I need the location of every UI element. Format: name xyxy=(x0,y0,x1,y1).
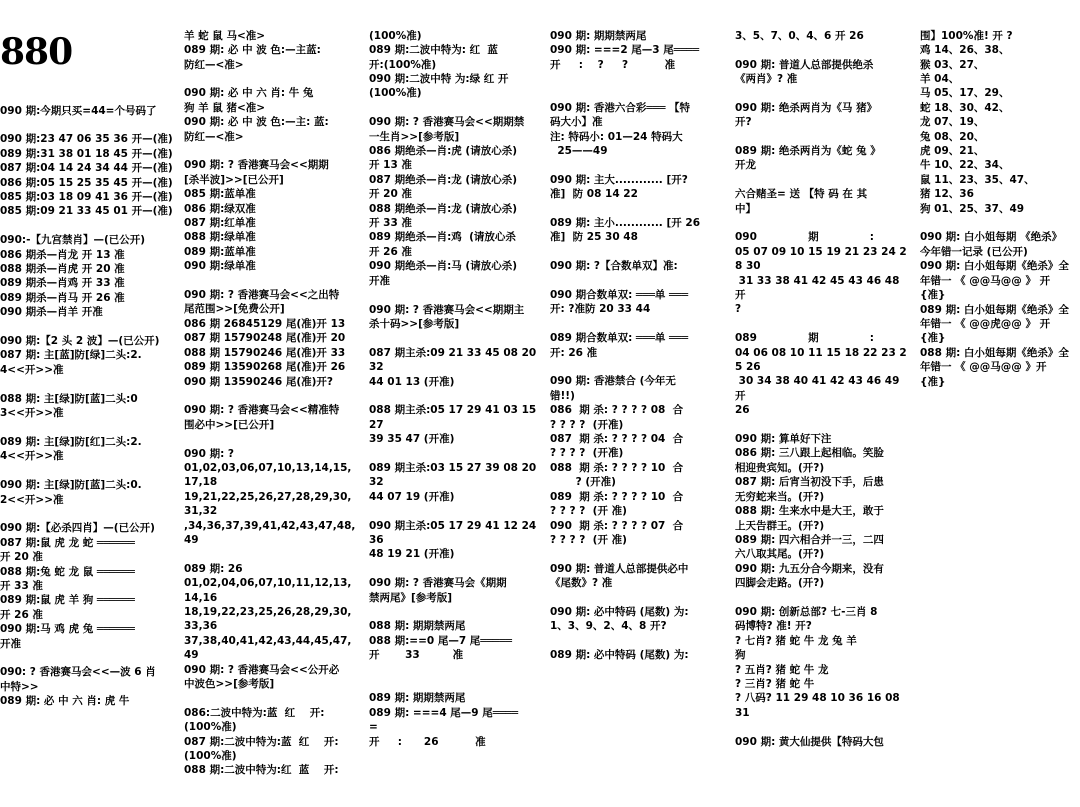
text-line: 089 期: 必 中 波 色:—主蓝: xyxy=(184,44,321,57)
text-line: 089 期主杀:03 15 27 39 08 20 32 xyxy=(369,461,540,489)
column-1 xyxy=(0,0,180,718)
text-line: 089 期: 白小姐每期《绝杀》全 xyxy=(920,303,1069,316)
text-line xyxy=(184,432,356,446)
text-line: (100%准) xyxy=(369,87,422,100)
text-line: 防红—<准> xyxy=(184,58,244,71)
text-line xyxy=(369,677,541,691)
text-line xyxy=(184,72,356,86)
text-line: 089 期: 必 中 六 肖: 虎 牛 xyxy=(0,695,130,708)
text-line xyxy=(369,389,541,403)
text-line xyxy=(550,591,722,605)
text-line: (100%准) xyxy=(369,29,422,42)
column-4 xyxy=(550,0,722,718)
text-line: (100%准) xyxy=(184,750,237,763)
text-line: 开 33 准 xyxy=(0,579,43,592)
text-line: 杀十码>>[参考版] xyxy=(369,317,460,330)
text-line: 087 期绝杀—肖:龙 (请放心杀) xyxy=(369,173,518,186)
text-line xyxy=(369,504,541,518)
text-line: 开 33 准 xyxy=(369,217,412,230)
text-line xyxy=(369,288,541,302)
text-line: 开: ?准防 20 33 44 xyxy=(550,303,651,316)
text-line: 090 期 杀: ? ? ? ? 07 合 xyxy=(550,519,684,532)
text-line: 086 期杀—肖龙 开 13 准 xyxy=(0,248,125,261)
text-line: 猪 12、36 xyxy=(920,188,974,201)
text-line: 今年错一记录 (已公开) xyxy=(920,245,1028,258)
text-line: 090 期: 香港禁合 (今年无 xyxy=(550,375,676,388)
text-line: 088 期 杀: ? ? ? ? 10 合 xyxy=(550,461,684,474)
text-line: 090 期: 创新总部? 七-三肖 8 xyxy=(735,605,878,618)
text-line: 羊 04、 xyxy=(920,73,960,86)
text-line: 01,02,04,06,07,10,11,12,13,14,16 xyxy=(184,577,352,604)
text-line: 089 期杀—肖鸡 开 33 准 xyxy=(0,277,125,290)
text-line: 088 期:绿单准 xyxy=(184,231,256,244)
text-line: 开:(100%准) xyxy=(369,58,437,71)
text-line xyxy=(550,72,722,86)
text-line xyxy=(550,274,722,288)
text-line: 090 期:绿单准 xyxy=(184,260,256,273)
text-line: 尾范围>>[免费公开] xyxy=(184,303,285,316)
text-line: {准} xyxy=(920,289,946,302)
text-line xyxy=(735,418,907,432)
text-line xyxy=(0,651,180,665)
text-line: 089 期 13590268 尾(准)开 26 xyxy=(184,361,346,374)
text-line xyxy=(735,216,907,230)
text-line: 围必中>>[已公开] xyxy=(184,418,275,431)
text-line: 090 期: 主大............ [开? xyxy=(550,173,688,186)
text-line: 089 期: 26 xyxy=(184,562,243,575)
text-line: 090 期: ?【合数单双】准: xyxy=(550,260,678,273)
text-line: 090 期: 主[绿]防[蓝]二头:0. xyxy=(0,479,142,492)
text-line: 090 期: 必 中 波 色:—主: 蓝: xyxy=(184,116,329,129)
text-line: 088 期:==0 尾—7 尾═════ xyxy=(369,634,512,647)
text-line: 088 期: 期期禁两尾 xyxy=(369,620,466,633)
text-line: 090 期: ? xyxy=(184,447,235,460)
text-line: 090 期: 黄大仙提供【特码大包 xyxy=(735,735,884,748)
text-line: ,34,36,37,39,41,42,43,47,48,49 xyxy=(184,519,356,546)
text-line: 090: ? 香港赛马会<<—波 6 肖 xyxy=(0,666,156,679)
column-2 xyxy=(184,0,356,777)
text-line: {准} xyxy=(920,332,946,345)
text-line: 089 期: 主小............ [开 26 xyxy=(550,217,701,230)
text-line: 090 期杀—肖羊 开准 xyxy=(0,306,103,319)
text-line: 六八取其尾。(开?) xyxy=(735,548,825,561)
text-line: 开准 xyxy=(0,637,21,650)
text-line: 085 期:蓝单准 xyxy=(184,188,256,201)
text-line: 090 期合数单双: ═══单 ═══ xyxy=(550,289,689,302)
text-line: 虎 09、21、 xyxy=(920,145,985,158)
text-line: 090 期: ? 香港赛马会<<之出特 xyxy=(184,289,340,302)
text-line: 31 33 38 41 42 45 43 46 48 开 xyxy=(735,274,915,302)
text-line: 年错一 《 @@虎@@ 》 开 xyxy=(920,317,1051,330)
text-line: 中】 xyxy=(735,202,756,215)
text-line: 089 期: 绝杀两肖为《蛇 兔 》 xyxy=(735,145,881,158)
text-line xyxy=(735,317,907,331)
text-line xyxy=(0,320,180,334)
text-line: 码博特? 准! 开? xyxy=(735,620,812,633)
text-line: ? ? ? ? (开准) xyxy=(550,447,624,460)
text-line: 089 期 杀: ? ? ? ? 10 合 xyxy=(550,490,684,503)
text-line xyxy=(369,101,541,115)
text-line: 错!!) xyxy=(550,389,575,402)
text-line: 牛 10、22、34、 xyxy=(920,159,1010,172)
text-line: ? ? ? ? (开准) xyxy=(550,418,624,431)
text-line: 086:二波中特为:蓝 红 开: xyxy=(184,706,325,719)
text-line xyxy=(550,360,722,374)
text-line: 087 期: 后宵当初没下手，后患 xyxy=(735,476,884,489)
text-line xyxy=(369,663,541,677)
text-line: 禁两尾》[参考版] xyxy=(369,591,453,604)
text-line: 090 期 13590246 尾(准)开? xyxy=(184,375,334,388)
text-line: 087 期 15790248 尾(准)开 20 xyxy=(184,332,346,345)
column-1-lines xyxy=(0,104,180,709)
text-line: 开准 xyxy=(369,274,390,287)
text-line: 089 期绝杀—肖:鸡 (请放心杀 xyxy=(369,231,516,244)
text-line: 31 xyxy=(735,706,750,719)
text-line: 089 期杀—肖马 开 26 准 xyxy=(0,291,125,304)
text-line: 开 26 准 xyxy=(369,245,412,258)
text-line: 090 期:23 47 06 35 36 开—(准) xyxy=(0,133,173,146)
text-line: 开 13 准 xyxy=(369,159,412,172)
text-line: 090 期: 绝杀两肖为《马 猪》 xyxy=(735,101,878,114)
text-line: 18,19,22,23,25,26,28,29,30,33,36 xyxy=(184,605,352,633)
text-line xyxy=(920,216,1080,230)
text-line xyxy=(550,86,722,100)
text-line: 090 期主杀:05 17 29 41 12 24 36 xyxy=(369,519,540,546)
text-line: 19,21,22,25,26,27,28,29,30,31,32 xyxy=(184,490,352,518)
text-line: 狗 羊 鼠 猪<准> xyxy=(184,101,266,114)
text-line: 注: 特码小: 01—24 特码大 xyxy=(550,130,683,143)
text-line: 3、5、7、0、4、6 开 26 xyxy=(735,29,864,42)
text-line: 090 期: ? 香港赛马会<<期期禁 xyxy=(369,116,525,129)
text-line: 090 期:今期只买=44=个号码了 xyxy=(0,104,157,117)
text-line: 39 35 47 (开准) xyxy=(369,433,455,446)
text-line: 088 期:二波中特为:红 蓝 开: xyxy=(184,764,339,777)
text-line: 090 期: ? 香港赛马会《期期 xyxy=(369,577,507,590)
text-line: 2<<开>>准 xyxy=(0,493,64,506)
text-line: 1、3、9、2、4、8 开? xyxy=(550,620,667,633)
text-line: 090 期 : xyxy=(735,231,874,244)
sheet-logo: 880 xyxy=(0,30,73,73)
column-2-lines xyxy=(184,29,356,778)
text-line xyxy=(369,331,541,345)
text-line: 088 期 15790246 尾(准)开 33 xyxy=(184,346,346,359)
text-line xyxy=(0,219,180,233)
text-line: 086 期:绿双准 xyxy=(184,202,256,215)
text-line: 087 期主杀:09 21 33 45 08 20 32 xyxy=(369,346,540,374)
text-line xyxy=(184,691,356,705)
text-line: [杀半波]>>[已公开] xyxy=(184,173,284,186)
text-line xyxy=(550,245,722,259)
text-line: 开 : ? ? 准 xyxy=(550,58,676,71)
text-line: 狗 01、25、37、49 xyxy=(920,202,1025,215)
text-line: 088 期: 生来水中是大王，敢于 xyxy=(735,505,884,518)
text-line: 089 期: ===4 尾—9 尾════ xyxy=(369,706,519,719)
text-line: 蛇 18、30、42、 xyxy=(920,101,1010,114)
text-line xyxy=(735,173,907,187)
text-line: 089 期: 必中特码 (尾数) 为: xyxy=(550,649,689,662)
text-line: 090 期: 算单好下注 xyxy=(735,433,832,446)
text-line: 04 06 08 10 11 15 18 22 23 25 26 xyxy=(735,346,907,374)
text-line: 087 期:04 14 24 34 44 开—(准) xyxy=(0,162,173,175)
text-line: 090 期: ? 香港赛马会<<精准特 xyxy=(184,404,340,417)
text-line: 一生肖>>[参考版] xyxy=(369,130,460,143)
text-line: 相迎贵宾知。(开?) xyxy=(735,461,825,474)
text-line: 090 期: ? 香港赛马会<<期期主 xyxy=(369,303,525,316)
text-line xyxy=(184,274,356,288)
text-line xyxy=(550,317,722,331)
text-line: 089 期: 主[绿]防[红]二头:2. xyxy=(0,435,142,448)
text-line: 087 期:二波中特为:蓝 红 开: xyxy=(184,735,339,748)
column-3 xyxy=(369,0,541,748)
text-line: 羊 蛇 鼠 马<准> xyxy=(184,29,266,42)
column-5 xyxy=(735,0,915,748)
text-line: 085 期:03 18 09 41 36 开—(准) xyxy=(0,191,173,204)
text-line: ? 三肖? 猪 蛇 牛 xyxy=(735,677,815,690)
text-line: 090 期: ===2 尾—3 尾════ xyxy=(550,44,700,57)
column-6-lines xyxy=(920,29,1080,389)
text-line: 26 xyxy=(735,404,750,417)
text-line: ? ? ? ? (开 准) xyxy=(550,505,627,518)
text-line: ? 七肖? 猪 蛇 牛 龙 兔 羊 xyxy=(735,634,857,647)
text-line: = xyxy=(369,721,378,734)
text-line: 围】100%准! 开 ? xyxy=(920,29,1013,42)
text-line: 码大小】准 xyxy=(550,116,603,129)
text-line: 中特>> xyxy=(0,680,39,693)
text-line xyxy=(0,118,180,132)
text-line: 准] 防 25 30 48 xyxy=(550,231,638,244)
text-line: 鼠 11、23、35、47、 xyxy=(920,173,1035,186)
column-4-lines xyxy=(550,29,722,663)
text-line: 086 期绝杀—肖:虎 (请放心杀) xyxy=(369,145,518,158)
text-line xyxy=(0,507,180,521)
text-line: 090 期: 九五分合今期来，没有 xyxy=(735,562,884,575)
text-line: 090 期绝杀—肖:马 (请放心杀) xyxy=(369,260,518,273)
text-line: 088 期:兔 蛇 龙 鼠 ══════ xyxy=(0,565,135,578)
text-line: 开龙 xyxy=(735,159,756,172)
text-line: 088 期杀—肖虎 开 20 准 xyxy=(0,263,125,276)
text-line: 3<<开>>准 xyxy=(0,407,64,420)
text-line: 开 20 准 xyxy=(0,551,43,564)
text-line: 《尾数》? 准 xyxy=(550,577,613,590)
text-line: 089 期 : xyxy=(735,332,874,345)
column-3-lines xyxy=(369,29,541,749)
column-6 xyxy=(920,0,1080,718)
text-line: 上天告群王。(开?) xyxy=(735,519,825,532)
text-line: ? (开准) xyxy=(550,476,616,489)
text-line: 开 26 准 xyxy=(0,608,43,621)
text-line xyxy=(550,547,722,561)
text-line: 龙 07、19、 xyxy=(920,116,985,129)
text-line: 085 期:09 21 33 45 01 开—(准) xyxy=(0,205,173,218)
text-line: 090 期: 普道人总部提供必中 xyxy=(550,562,689,575)
text-line: 087 期:鼠 虎 龙 蛇 ══════ xyxy=(0,536,135,549)
text-line: 090 期: 必 中 六 肖: 牛 兔 xyxy=(184,87,314,100)
text-line: 090 期: 期期禁两尾 xyxy=(550,29,647,42)
text-line: 090 期: ? 香港赛马会<<期期 xyxy=(184,159,329,172)
text-line xyxy=(735,130,907,144)
text-line: 鸡 14、26、38、 xyxy=(920,44,1010,57)
text-line xyxy=(735,86,907,100)
text-line: 087 期 杀: ? ? ? ? 04 合 xyxy=(550,433,684,446)
text-line: 089 期:31 38 01 18 45 开—(准) xyxy=(0,147,173,160)
text-line: 中波色>>[参考版] xyxy=(184,678,275,690)
text-line: 090 期: 白小姐每期 《绝杀》 xyxy=(920,231,1063,244)
text-line: 25——49 xyxy=(550,145,608,158)
text-line: 090 期:【必杀四肖】—(已公开) xyxy=(0,522,155,535)
text-line: 无穷蛇来当。(开?) xyxy=(735,490,825,503)
text-line: 30 34 38 40 41 42 43 46 49 开 xyxy=(735,375,915,402)
text-line: 089 期: 期期禁两尾 xyxy=(369,692,466,705)
text-line: 090 期:马 鸡 虎 兔 ══════ xyxy=(0,623,135,636)
text-line: 090:-【九宫禁肖】—(已公开) xyxy=(0,234,146,247)
text-line: 开 20 准 xyxy=(369,188,412,201)
text-line: 开: 26 准 xyxy=(550,346,598,359)
text-line xyxy=(735,720,907,734)
text-line: 088 期主杀:05 17 29 41 03 15 27 xyxy=(369,404,540,431)
text-line: 年错一 《 @@马@@ 》 开 xyxy=(920,274,1051,287)
text-line: 086 期 杀: ? ? ? ? 08 合 xyxy=(550,404,684,417)
text-line: 089 期:鼠 虎 羊 狗 ══════ xyxy=(0,594,135,607)
text-line: 090 期: 白小姐每期《绝杀》全 xyxy=(920,260,1069,273)
column-5-lines xyxy=(735,29,915,749)
text-line: 088 期: 主[绿]防[蓝]二头:0 xyxy=(0,392,138,405)
text-line: 兔 08、20、 xyxy=(920,130,985,143)
text-line: 090 期: 普道人总部提供绝杀 xyxy=(735,58,874,71)
text-line xyxy=(369,605,541,619)
text-line xyxy=(735,43,907,57)
text-line: 防红—<准> xyxy=(184,130,244,143)
text-line: 086 期:05 15 25 35 45 开—(准) xyxy=(0,176,173,189)
text-line: 089 期:二波中特为: 红 蓝 xyxy=(369,44,498,57)
text-line: 090 期: 必中特码 (尾数) 为: xyxy=(550,605,689,618)
text-line: 马 05、17、29、 xyxy=(920,87,1010,100)
text-line: 01,02,03,06,07,10,13,14,15,17,18 xyxy=(184,461,352,489)
text-line: 089 期合数单双: ═══单 ═══ xyxy=(550,332,689,345)
text-line xyxy=(735,591,907,605)
text-line: 086 期 26845129 尾(准)开 13 xyxy=(184,317,346,330)
text-line xyxy=(184,144,356,158)
text-line: 090 期: 香港六合彩═══ 【特 xyxy=(550,101,691,114)
text-line: 05 07 09 10 15 19 21 23 24 28 30 xyxy=(735,245,907,273)
text-line: 090 期: ? 香港赛马会<<公开必 xyxy=(184,663,340,676)
text-line: 087 期:红单准 xyxy=(184,217,256,230)
text-line xyxy=(0,377,180,391)
text-line xyxy=(550,634,722,648)
text-line xyxy=(0,421,180,435)
text-line: 089 期:蓝单准 xyxy=(184,245,256,258)
text-line: 年错一 《 @@马@@ 》开 xyxy=(920,361,1047,374)
text-line: 089 期: 四六相合并一三，二四 xyxy=(735,533,884,546)
text-line xyxy=(184,389,356,403)
text-line xyxy=(184,547,356,561)
text-line: 猴 03、27、 xyxy=(920,58,985,71)
text-line: 088 期: 白小姐每期《绝杀》全 xyxy=(920,346,1069,359)
text-line: (100%准) xyxy=(184,721,237,734)
text-line: 48 19 21 (开准) xyxy=(369,548,455,561)
text-line: 开? xyxy=(735,116,752,129)
text-line: {准} xyxy=(920,375,946,388)
text-line: 44 01 13 (开准) xyxy=(369,375,455,388)
text-line: 44 07 19 (开准) xyxy=(369,490,455,503)
text-line: 六合赌圣= 送 【特 码 在 其 xyxy=(735,188,868,201)
text-line: 090 期:【2 头 2 波】—(已公开) xyxy=(0,335,160,348)
text-line: 准] 防 08 14 22 xyxy=(550,188,638,201)
text-line: 090 期:二波中特 为:绿 红 开 xyxy=(369,73,509,86)
text-line: 086 期: 三八跟上起相临。笑脸 xyxy=(735,447,884,460)
text-line xyxy=(550,158,722,172)
text-line: 狗 xyxy=(735,649,746,662)
text-line xyxy=(369,447,541,461)
text-line: 087 期: 主[蓝]防[绿]二头:2. xyxy=(0,349,142,362)
text-line: 088 期绝杀—肖:龙 (请放心杀) xyxy=(369,202,518,215)
text-line xyxy=(0,464,180,478)
text-line: ? xyxy=(735,303,742,316)
text-line xyxy=(369,562,541,576)
text-line: 开 33 准 xyxy=(369,649,464,662)
text-line: 《两肖》? 准 xyxy=(735,73,798,86)
text-line: 37,38,40,41,42,43,44,45,47,49 xyxy=(184,634,352,662)
text-line: ? 五肖? 猪 蛇 牛 龙 xyxy=(735,663,829,676)
text-line xyxy=(550,202,722,216)
text-line: ? ? ? ? (开 准) xyxy=(550,533,627,546)
text-line: ? 八码? 11 29 48 10 36 16 08 xyxy=(735,692,900,705)
text-line: 4<<开>>准 xyxy=(0,450,64,463)
text-line: 4<<开>>准 xyxy=(0,363,64,376)
text-line: 开 : 26 准 xyxy=(369,735,486,748)
text-line: 四脚会走路。(开?) xyxy=(735,577,825,590)
